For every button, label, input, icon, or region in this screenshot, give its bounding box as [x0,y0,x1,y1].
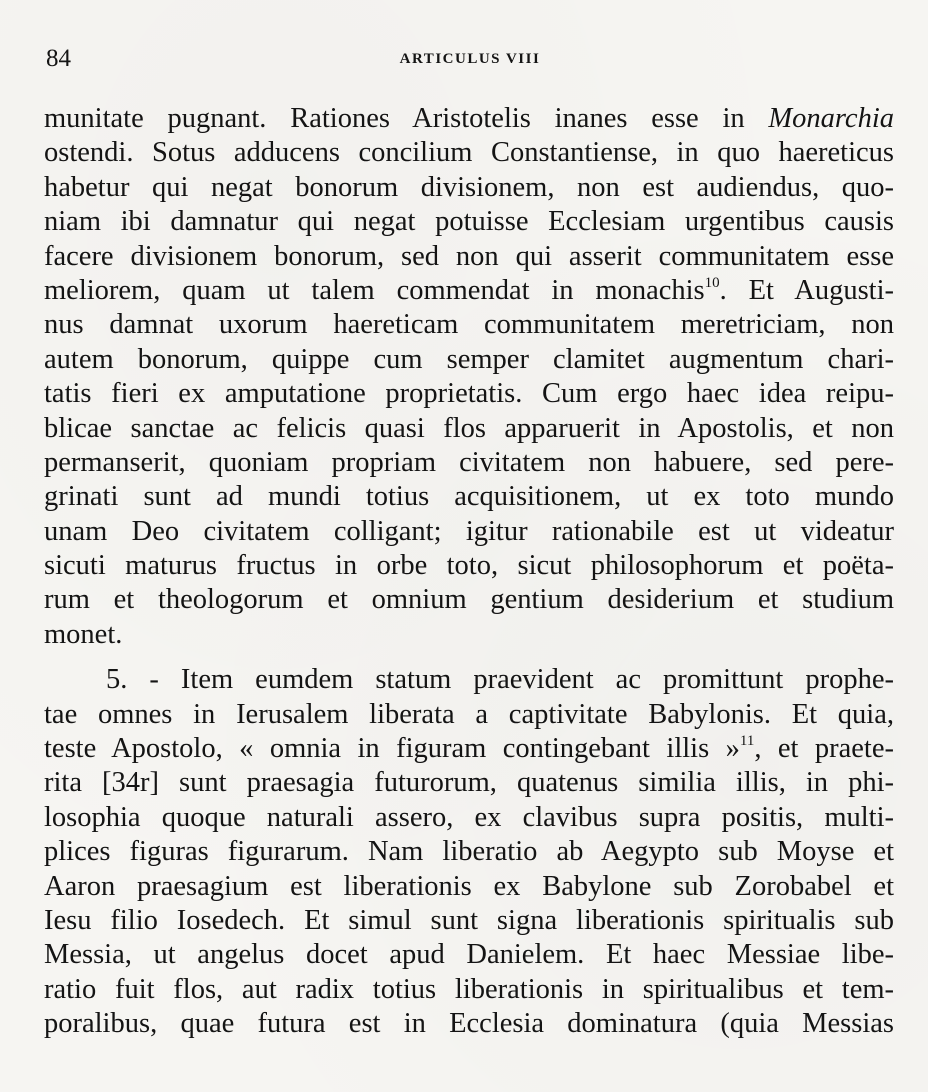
paragraph-1 [44,102,894,652]
text-line: autem bonorum, quippe cum semper clamitet augmentum chari- [44,343,894,375]
text-line: blicae sanctae ac felicis quasi flos apparuerit in Apostolis, et non [44,412,894,444]
footnote-marker: 10 [704,274,720,291]
paragraph-2 [44,663,894,1041]
text-segment: . Et Augusti- [719,274,894,306]
text-line: unam Deo civitatem colligant; igitur rationabile est ut videatur [44,515,894,547]
text-line: 5. - Item eumdem statum praevident ac promittunt prophe- [106,664,894,696]
text-line: niam ibi damnatur qui negat potuisse Ecclesiam urgentibus causis [44,206,894,238]
footnote-marker: 11 [739,733,755,750]
text-line: tatis fieri ex amputatione proprietatis. Cum ergo haec idea reipu- [44,378,894,410]
text-line: Messia, ut angelus docet apud Danielem. Et haec Messiae libe- [44,939,894,971]
text-line: Aaron praesagium est liberationis ex Babylone sub Zorobabel et [44,870,894,902]
text-line: permanserit, quoniam propriam civitatem non habuere, sed pere- [44,446,894,478]
text-segment: meliorem, quam ut talem commendat in monachis [44,274,705,306]
text-line: habetur qui negat bonorum divisionem, non est audiendus, quo- [44,171,894,203]
text-line: rita [34r] sunt praesagia futurorum, quatenus similia illis, in phi- [44,767,894,799]
text-line [44,102,894,136]
text-line: tae omnes in Ierusalem liberata a captivitate Babylonis. Et quia, [44,698,894,730]
text-segment: teste Apostolo, « omnia in figuram contingebant illis » [44,733,740,765]
text-line: monet. [44,618,123,650]
body-text [44,102,894,1042]
text-line: losophia quoque naturali assero, ex clavibus supra positis, multi- [44,801,894,833]
text-line: ostendi. Sotus adducens concilium Constantiense, in quo haereticus [44,137,894,169]
italic-title: Monarchia [768,103,894,134]
text-line: Iesu filio Iosedech. Et simul sunt signa liberationis spiritualis sub [44,904,894,936]
text-line: rum et theologorum et omnium gentium desiderium et studium [44,584,894,616]
text-line: grinati sunt ad mundi totius acquisitionem, ut ex toto mundo [44,481,894,513]
text-line: facere divisionem bonorum, sed non qui asserit communitatem esse [44,240,894,272]
paragraph-gap [44,652,894,663]
text-line: ratio fuit flos, aut radix totius liberationis in spiritualibus et tem- [44,973,894,1005]
text-line: poralibus, quae futura est in Ecclesia dominatura (quia Messias [44,1008,894,1040]
page-number: 84 [46,45,71,72]
text-line: sicuti maturus fructus in orbe toto, sicut philosophorum et poëta- [44,550,894,582]
running-head [46,44,894,74]
header-title: ARTICULUS VIII [399,51,541,67]
text-line: plices figuras figurarum. Nam liberatio ab Aegypto sub Moyse et [44,836,894,868]
text-segment: munitate pugnant. Rationes Aristotelis inanes esse in [44,103,769,134]
text-line: nus damnat uxorum haereticam communitatem meretriciam, non [44,309,894,341]
text-line [44,732,894,766]
text-segment: , et praete- [754,733,894,765]
text-line [44,274,894,308]
